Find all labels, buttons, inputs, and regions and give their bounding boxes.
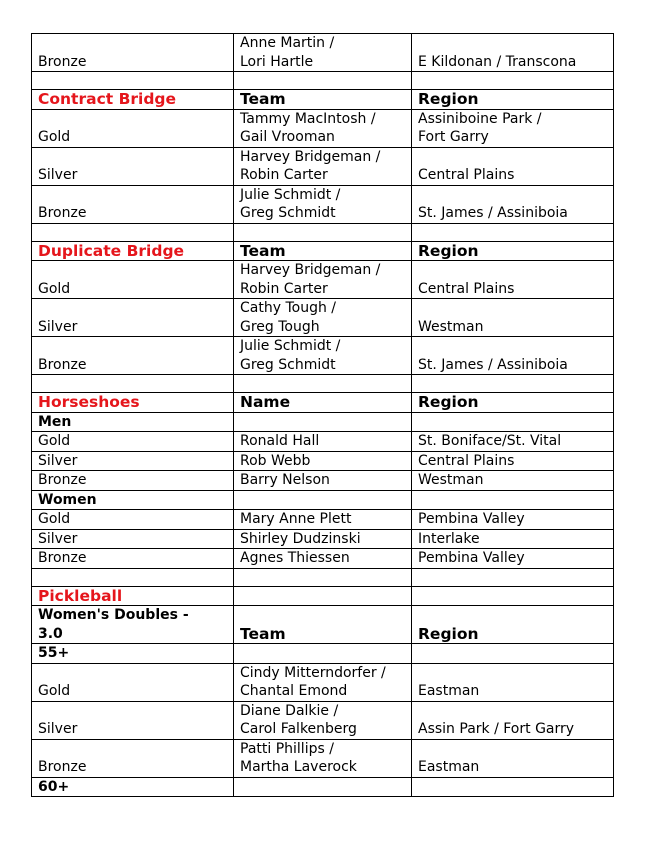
team-cell: Harvey Bridgeman / Robin Carter (234, 261, 412, 299)
region-cell: Central Plains (412, 261, 614, 299)
age-group-row (32, 644, 614, 664)
table-row (32, 701, 614, 739)
name-cell: Rob Webb (234, 451, 412, 471)
table-row (32, 261, 614, 299)
section-title: Horseshoes (32, 393, 234, 413)
place-cell: Silver (32, 299, 234, 337)
section-header-contract-bridge (32, 90, 614, 110)
table-row (32, 510, 614, 530)
table-row (32, 109, 614, 147)
place-cell: Gold (32, 109, 234, 147)
section-title: Pickleball (32, 586, 234, 606)
column-header-region: Region (412, 90, 614, 110)
subheader-label: Men (32, 412, 234, 432)
region-cell: St. James / Assiniboia (412, 337, 614, 375)
age-group-label: 55+ (32, 644, 234, 664)
spacer-row (32, 375, 614, 393)
name-cell: Mary Anne Plett (234, 510, 412, 530)
table-row (32, 663, 614, 701)
region-cell: Westman (412, 471, 614, 491)
section-title: Duplicate Bridge (32, 241, 234, 261)
table-row (32, 185, 614, 223)
place-cell: Bronze (32, 34, 234, 72)
column-header-region: Region (412, 241, 614, 261)
section-title: Contract Bridge (32, 90, 234, 110)
subheader-men (32, 412, 614, 432)
column-header-team: Team (234, 90, 412, 110)
table-row (32, 549, 614, 569)
region-cell: Pembina Valley (412, 549, 614, 569)
region-cell: Eastman (412, 663, 614, 701)
subheader-women (32, 490, 614, 510)
section-header-pickleball (32, 586, 614, 606)
spacer-row (32, 72, 614, 90)
region-cell: Pembina Valley (412, 510, 614, 530)
section-header-horseshoes (32, 393, 614, 413)
team-cell: Julie Schmidt / Greg Schmidt (234, 337, 412, 375)
column-header-team: Team (234, 606, 412, 644)
team-cell: Tammy MacIntosh / Gail Vrooman (234, 109, 412, 147)
region-cell: Interlake (412, 529, 614, 549)
column-header-name: Name (234, 393, 412, 413)
table-row (32, 299, 614, 337)
column-header-region: Region (412, 606, 614, 644)
table-row (32, 529, 614, 549)
team-cell: Anne Martin / Lori Hartle (234, 34, 412, 72)
team-cell: Cathy Tough / Greg Tough (234, 299, 412, 337)
name-cell: Barry Nelson (234, 471, 412, 491)
results-table (31, 33, 614, 797)
place-cell: Bronze (32, 471, 234, 491)
table-row (32, 34, 614, 72)
category-header-row (32, 606, 614, 644)
spacer-row (32, 223, 614, 241)
team-cell: Diane Dalkie / Carol Falkenberg (234, 701, 412, 739)
place-cell: Silver (32, 529, 234, 549)
place-cell: Bronze (32, 739, 234, 777)
spacer-row (32, 568, 614, 586)
table-row (32, 147, 614, 185)
place-cell: Gold (32, 261, 234, 299)
section-header-duplicate-bridge (32, 241, 614, 261)
place-cell: Silver (32, 147, 234, 185)
table-row (32, 451, 614, 471)
table-row (32, 337, 614, 375)
name-cell: Agnes Thiessen (234, 549, 412, 569)
region-cell: Central Plains (412, 451, 614, 471)
age-group-row (32, 777, 614, 797)
subheader-label: Women (32, 490, 234, 510)
region-cell: Assiniboine Park / Fort Garry (412, 109, 614, 147)
category-label: Women's Doubles - 3.0 (32, 606, 234, 644)
team-cell: Patti Phillips / Martha Laverock (234, 739, 412, 777)
place-cell: Bronze (32, 185, 234, 223)
team-cell: Harvey Bridgeman / Robin Carter (234, 147, 412, 185)
region-cell: Eastman (412, 739, 614, 777)
region-cell: E Kildonan / Transcona (412, 34, 614, 72)
place-cell: Silver (32, 701, 234, 739)
region-cell: Assin Park / Fort Garry (412, 701, 614, 739)
column-header-team: Team (234, 241, 412, 261)
region-cell: Central Plains (412, 147, 614, 185)
place-cell: Bronze (32, 337, 234, 375)
team-cell: Cindy Mitterndorfer / Chantal Emond (234, 663, 412, 701)
column-header-region: Region (412, 393, 614, 413)
place-cell: Gold (32, 432, 234, 452)
name-cell: Ronald Hall (234, 432, 412, 452)
table-row (32, 739, 614, 777)
place-cell: Gold (32, 510, 234, 530)
team-cell: Julie Schmidt / Greg Schmidt (234, 185, 412, 223)
place-cell: Bronze (32, 549, 234, 569)
table-row (32, 432, 614, 452)
region-cell: Westman (412, 299, 614, 337)
region-cell: St. James / Assiniboia (412, 185, 614, 223)
name-cell: Shirley Dudzinski (234, 529, 412, 549)
region-cell: St. Boniface/St. Vital (412, 432, 614, 452)
place-cell: Gold (32, 663, 234, 701)
table-row (32, 471, 614, 491)
place-cell: Silver (32, 451, 234, 471)
age-group-label: 60+ (32, 777, 234, 797)
